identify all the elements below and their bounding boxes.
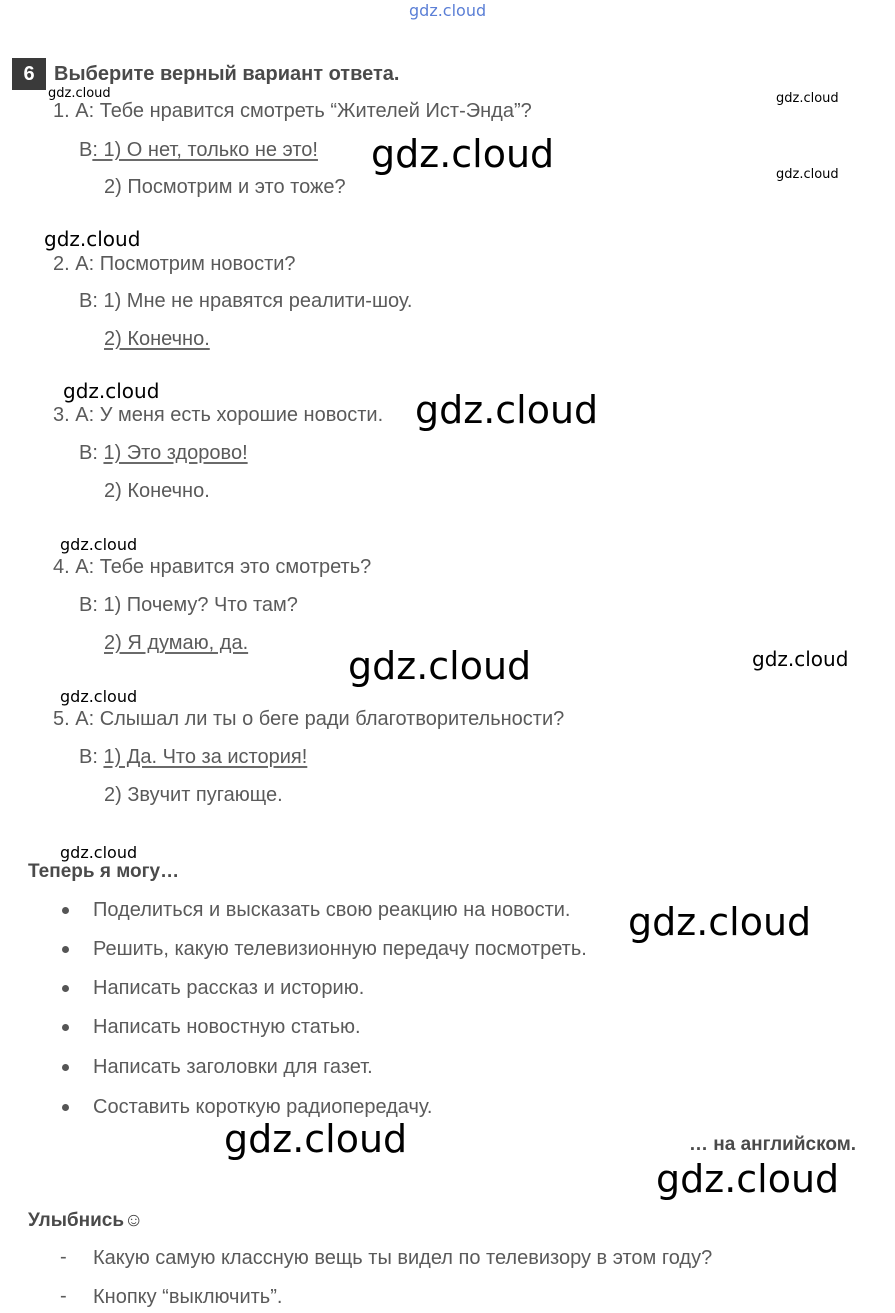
can-do-item-1: Поделиться и высказать свою реакцию на новости. [93,899,571,921]
bullet-icon [62,985,69,992]
question-3: 3. А: У меня есть хорошие новости. [53,404,384,426]
smile-heading: Улыбнись☺ [28,1210,144,1231]
bullet-icon [62,946,69,953]
watermark: gdz.cloud [776,91,839,106]
watermark: gdz.cloud [44,227,141,251]
watermark-top: gdz.cloud [409,1,487,20]
smile-line-1: Какую самую классную вещь ты видел по телевизору в этом году? [93,1247,713,1269]
can-do-heading: Теперь я могу… [28,861,180,882]
answer-1-option-2: 2) Посмотрим и это тоже? [104,176,346,198]
answer-row-5a [79,745,307,769]
can-do-item-5: Написать заголовки для газет. [93,1056,373,1078]
question-1: 1. А: Тебе нравится смотреть “Жителей Ист-Энда”? [53,100,532,122]
smile-line-2: Кнопку “выключить”. [93,1286,283,1308]
watermark: gdz.cloud [752,647,849,671]
can-do-suffix: … на английском. [689,1134,857,1155]
answer-b-label: В: [79,746,104,768]
watermark: gdz.cloud [371,132,555,176]
question-4: 4. А: Тебе нравится это смотреть? [53,556,372,578]
answer-3-option-2: 2) Конечно. [104,480,210,502]
bullet-icon [62,1064,69,1071]
watermark: gdz.cloud [628,900,812,944]
question-2: 2. А: Посмотрим новости? [53,253,296,275]
answer-row-3a [79,441,248,465]
watermark: gdz.cloud [348,644,532,688]
can-do-item-6: Составить короткую радиопередачу. [93,1096,433,1118]
watermark: gdz.cloud [60,687,138,706]
answer-5-option-2: 2) Звучит пугающе. [104,784,283,806]
dash-marker: - [60,1285,67,1307]
bullet-icon [62,1024,69,1031]
watermark: gdz.cloud [48,86,111,101]
watermark: gdz.cloud [415,388,599,432]
exercise-number-badge: 6 [12,58,46,90]
answer-4-option-1: 1) Почему? Что там? [103,594,298,616]
answer-row-2a [79,289,412,313]
answer-b-label: В [79,139,93,161]
answer-b-label: В: [79,594,104,616]
watermark: gdz.cloud [656,1157,840,1201]
dash-marker: - [60,1246,67,1268]
answer-b-label: В: [79,290,104,312]
answer-3-option-1: 1) Это здорово! [103,442,248,464]
question-5: 5. А: Слышал ли ты о беге ради благотворительности? [53,708,565,730]
watermark: gdz.cloud [60,843,138,862]
can-do-item-3: Написать рассказ и историю. [93,977,365,999]
answer-row-4a [79,593,298,617]
answer-2-option-1: 1) Мне не нравятся реалити-шоу. [103,290,413,312]
watermark: gdz.cloud [63,379,160,403]
answer-1-option-1: : 1) О нет, только не это! [92,139,318,161]
watermark: gdz.cloud [776,167,839,182]
can-do-item-4: Написать новостную статью. [93,1016,361,1038]
can-do-item-2: Решить, какую телевизионную передачу посмотреть. [93,938,587,960]
answer-4-option-2: 2) Я думаю, да. [104,632,249,654]
bullet-icon [62,1104,69,1111]
answer-5-option-1: 1) Да. Что за история! [103,746,308,768]
answer-2-option-2: 2) Конечно. [104,328,210,350]
watermark: gdz.cloud [60,535,138,554]
answer-b-label: В: [79,442,104,464]
exercise-title: Выберите верный вариант ответа. [54,63,400,85]
answer-row-1a [79,138,318,162]
bullet-icon [62,907,69,914]
watermark: gdz.cloud [224,1117,408,1161]
